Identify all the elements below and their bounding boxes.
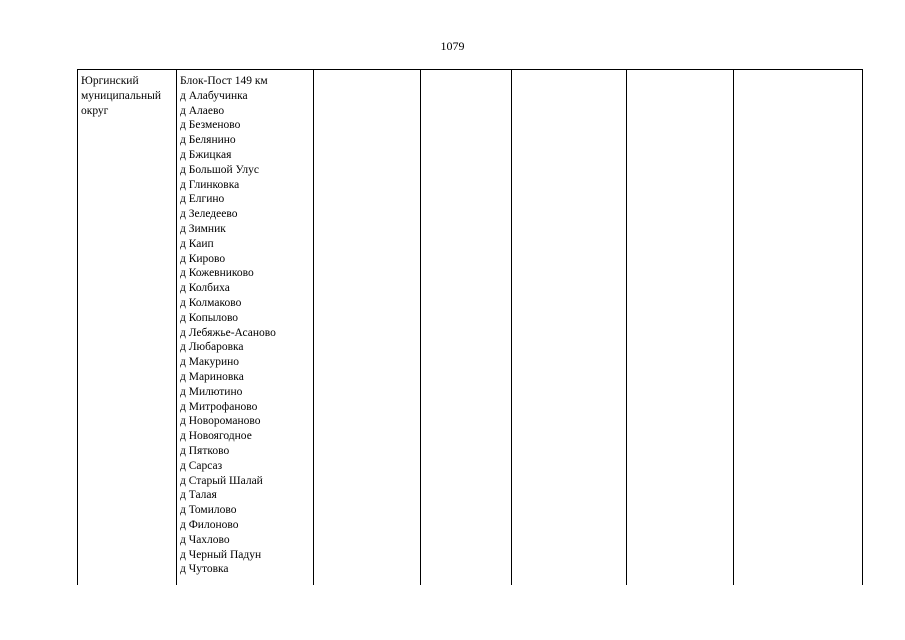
settlement-item: д Милютино [180,385,243,398]
settlement-item: д Безменово [180,119,241,132]
district-line: округ [81,104,109,117]
settlement-item: д Большой Улус [180,163,259,176]
settlement-item: д Новороманово [180,415,261,428]
settlement-item: д Талая [180,489,217,502]
settlement-item: д Колмаково [180,296,242,309]
district-line: Юргинский [81,75,139,87]
empty-cell [734,70,863,586]
settlement-item: д Зеледеево [180,208,238,221]
settlement-item: д Каип [180,237,214,250]
settlement-item: д Черный Падун [180,548,262,561]
settlement-item: д Чахлово [180,533,230,546]
settlements-cell [177,70,314,586]
settlement-item: д Глинковка [180,178,240,191]
settlement-item: д Старый Шалай [180,474,263,487]
settlement-item: д Макурино [180,356,240,369]
settlement-item: д Новоягодное [180,430,252,443]
empty-cell [421,70,512,586]
settlement-item: д Кирово [180,252,226,265]
empty-cell [314,70,421,586]
settlement-item: д Бжицкая [180,148,232,161]
settlement-item: д Митрофаново [180,400,258,413]
settlement-item: д Лебяжье-Асаново [180,326,276,339]
settlement-item: д Томилово [180,504,237,517]
settlement-item: д Мариновка [180,370,244,383]
settlement-item: д Алаево [180,104,225,117]
data-table [77,69,863,585]
settlement-item: д Белянино [180,134,236,147]
settlement-item: д Чутовка [180,563,229,576]
settlement-item: Блок-Пост 149 км [180,75,268,87]
district-cell [78,70,177,586]
settlement-item: д Елгино [180,193,225,206]
table-row [78,70,863,586]
settlement-item: д Зимник [180,222,226,235]
page-number: 1079 [440,39,465,53]
settlement-item: д Кожевниково [180,267,254,280]
settlement-item: д Сарсаз [180,459,223,472]
settlement-item: д Любаровка [180,341,244,354]
settlement-item: д Филоново [180,518,239,531]
settlement-item: д Копылово [180,311,239,324]
district-line: муниципальный [81,89,162,102]
empty-cell [627,70,734,586]
settlement-item: д Пятково [180,444,230,457]
settlement-item: д Колбиха [180,282,230,295]
empty-cell [512,70,627,586]
settlement-item: д Алабучинка [180,89,248,102]
